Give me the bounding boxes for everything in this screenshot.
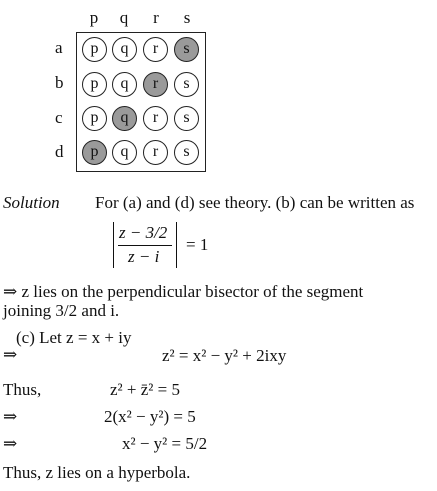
bubble-c-q: q (112, 106, 137, 131)
bubble-c-s: s (174, 106, 199, 131)
row-label-d: d (55, 142, 64, 161)
equation-rhs: = 1 (186, 235, 209, 254)
equation-2: z² + z̄² = 5 (110, 380, 180, 399)
col-head-r: r (153, 8, 159, 27)
bisector-line-2: joining 3/2 and i. (3, 301, 120, 320)
bubble-b-p: p (82, 72, 107, 97)
row-label-b: b (55, 73, 64, 92)
bubble-d-r: r (143, 140, 168, 165)
arrow-1: ⇒ (3, 345, 18, 364)
solution-heading: Solution (3, 193, 60, 212)
conclusion-text: Thus, z lies on a hyperbola. (3, 463, 191, 482)
row-label-a: a (55, 38, 63, 57)
thus-label: Thus, (3, 380, 42, 399)
bubble-d-q: q (112, 140, 137, 165)
abs-bar-left (113, 222, 114, 268)
col-head-p: p (89, 8, 99, 27)
bubble-a-r: r (143, 37, 168, 62)
equation-1: z² = x² − y² + 2ixy (162, 346, 287, 365)
bubble-c-r: r (143, 106, 168, 131)
bubble-c-p: p (82, 106, 107, 131)
part-c-text: (c) Let z = x + iy (16, 328, 132, 347)
bisector-line-1: ⇒ z lies on the perpendicular bisector of the segment (3, 282, 364, 301)
fraction-bar (118, 245, 172, 246)
equation-4: x² − y² = 5/2 (122, 434, 208, 453)
fraction-numerator: z − 3/2 (119, 223, 168, 242)
bubble-b-s: s (174, 72, 199, 97)
bubble-a-q: q (112, 37, 137, 62)
bubble-a-s: s (174, 37, 199, 62)
bubble-a-p: p (82, 37, 107, 62)
solution-intro: For (a) and (d) see theory. (b) can be written as (95, 193, 415, 212)
col-head-q: q (119, 8, 129, 27)
arrow-2: ⇒ (3, 407, 18, 426)
row-label-c: c (55, 108, 63, 127)
arrow-3: ⇒ (3, 434, 18, 453)
matrix-grid (76, 32, 206, 172)
bubble-b-q: q (112, 72, 137, 97)
abs-bar-right (176, 222, 177, 268)
bubble-b-r: r (143, 72, 168, 97)
bubble-d-s: s (174, 140, 199, 165)
bubble-d-p: p (82, 140, 107, 165)
equation-3: 2(x² − y²) = 5 (104, 407, 196, 426)
fraction-denominator: z − i (128, 247, 160, 266)
col-head-s: s (183, 8, 191, 27)
